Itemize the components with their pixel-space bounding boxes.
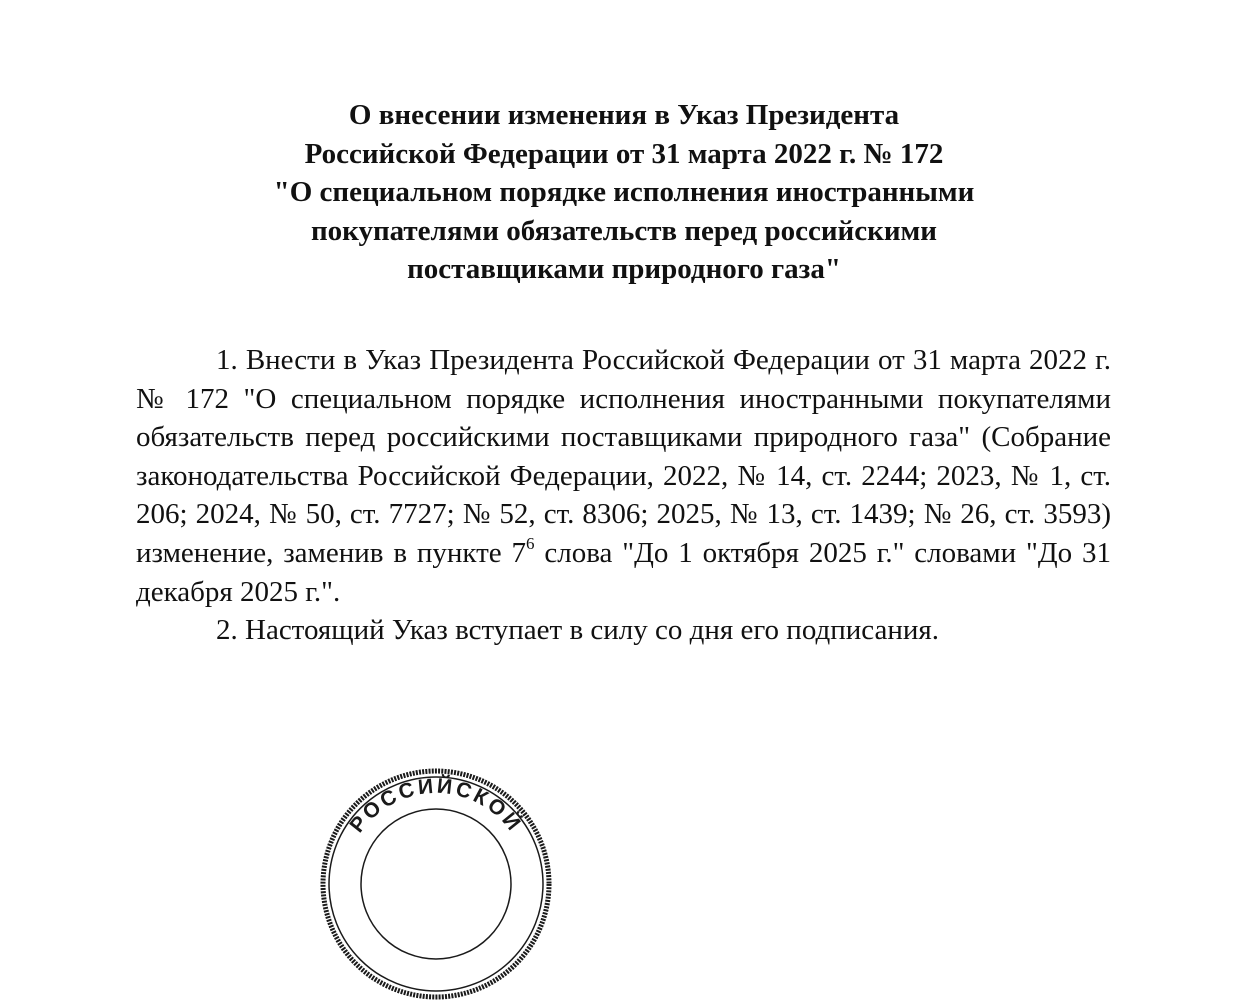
seal-outer-ring [323,771,549,997]
title-line: Российской Федерации от 31 марта 2022 г. № 172 [304,137,944,170]
paragraph-1 [136,341,1111,611]
official-seal [318,766,554,1002]
title-line: поставщиками природного газа" [407,253,841,285]
title-line: "О специальном порядке исполнения иностранными [273,176,975,208]
paragraph-2: 2. Настоящий Указ вступает в силу со дня его подписания. [216,614,940,647]
document-title [136,96,1112,289]
title-line: покупателями обязательств перед российскими [310,214,938,247]
seal-text: РОССИЙСКОЙ [345,774,527,838]
document-body [136,341,1111,650]
title-line: О внесении изменения в Указ Президента [348,99,900,131]
paragraph-1-text: 1. Внести в Указ Президента Российской Федерации от 31 марта 2022 г. № 172 "О специальном порядке исполнения иностранными покупателями обязательств перед российскими поставщиками природного газа" (Собрание законодательства Российской Федерации, 2022, № 14, ст. 2244; 2023, № 1, ст. 206; 2024, № 50, ст. 7727; № 52, ст. 8306; 2025, № 13, ст. 1439; № 26, ст. 3593) изменение, заменив в пункте 7 [136,344,1111,569]
paragraph-1-text-end: слова "До 1 октября 2025 г." словами "До 31 декабря 2025 г.". [136,536,1111,608]
paragraph-1-superscript: 6 [526,533,535,553]
